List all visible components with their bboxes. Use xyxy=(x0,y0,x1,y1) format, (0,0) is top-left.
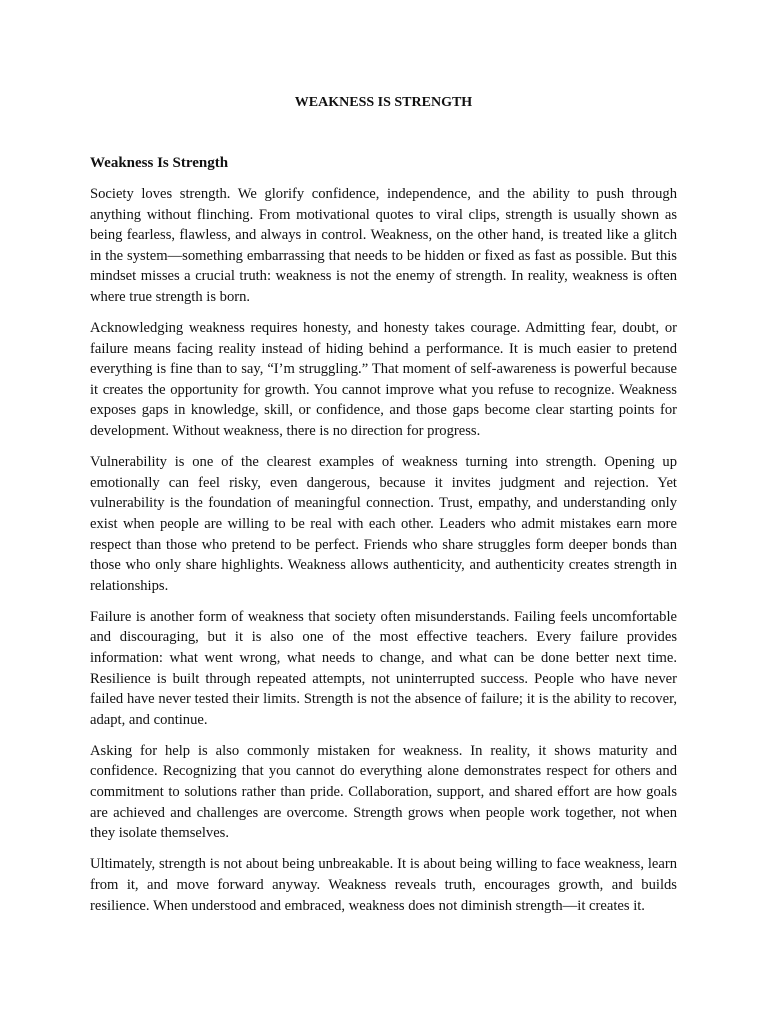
paragraph-5: Asking for help is also commonly mistaken for weakness. In reality, it shows maturity and confidence. Recognizing that you cannot do everything alone demonstrates respect for others and commitment to solutions rather than pride. Collaboration, support, and shared effort are how goals are achieved and challenges are overcome. Strength grows when people work together, not when they isolate themselves. xyxy=(90,742,677,842)
document-title: WEAKNESS IS STRENGTH xyxy=(294,95,473,110)
paragraph-1: Society loves strength. We glorify confidence, independence, and the ability to push through anything without flinching. From motivational quotes to viral clips, strength is usually shown as being fearless, flawless, and always in control. Weakness, on the other hand, is treated like a glitch in the system—something embarrassing that needs to be hidden or fixed as fast as possible. But this mindset misses a crucial truth: weakness is not the enemy of strength. In reality, weakness is often where true strength is born. xyxy=(90,186,677,305)
paragraph-2: Acknowledging weakness requires honesty, and honesty takes courage. Admitting fear, doubt, or failure means facing reality instead of hiding behind a performance. It is much easier to pretend everything is fine than to say, “I’m struggling.” That moment of self-awareness is powerful because it creates the opportunity for growth. You cannot improve what you refuse to recognize. Weakness exposes gaps in knowledge, skill, or confidence, and those gaps become clear starting points for development. Without weakness, there is no direction for progress. xyxy=(90,320,677,440)
paragraph-6: Ultimately, strength is not about being unbreakable. It is about being willing to face weakness, learn from it, and move forward anyway. Weakness reveals truth, encourages growth, and builds resilience. When understood and embraced, weakness does not diminish strength—it creates it. xyxy=(90,856,677,914)
paragraph-4: Failure is another form of weakness that society often misunderstands. Failing feels uncomfortable and discouraging, but it is also one of the most effective teachers. Every failure provides information: what went wrong, what needs to change, and what can be done better next time. Resilience is built through repeated attempts, not uninterrupted success. People who have never failed have never tested their limits. Strength is not the absence of failure; it is the ability to recover, adapt, and continue. xyxy=(90,608,677,728)
paragraph-3: Vulnerability is one of the clearest examples of weakness turning into strength. Opening up emotionally can feel risky, even dangerous, because it invites judgment and rejection. Yet vulnerability is the foundation of meaningful connection. Trust, empathy, and understanding only exist when people are willing to be real with each other. Leaders who admit mistakes earn more respect than those who pretend to be perfect. Friends who share struggles form deeper bonds than those who only share highlights. Weakness allows authenticity, and authenticity creates strength in relationships. xyxy=(90,454,677,594)
section-heading: Weakness Is Strength xyxy=(90,155,229,171)
document-body xyxy=(90,184,677,927)
